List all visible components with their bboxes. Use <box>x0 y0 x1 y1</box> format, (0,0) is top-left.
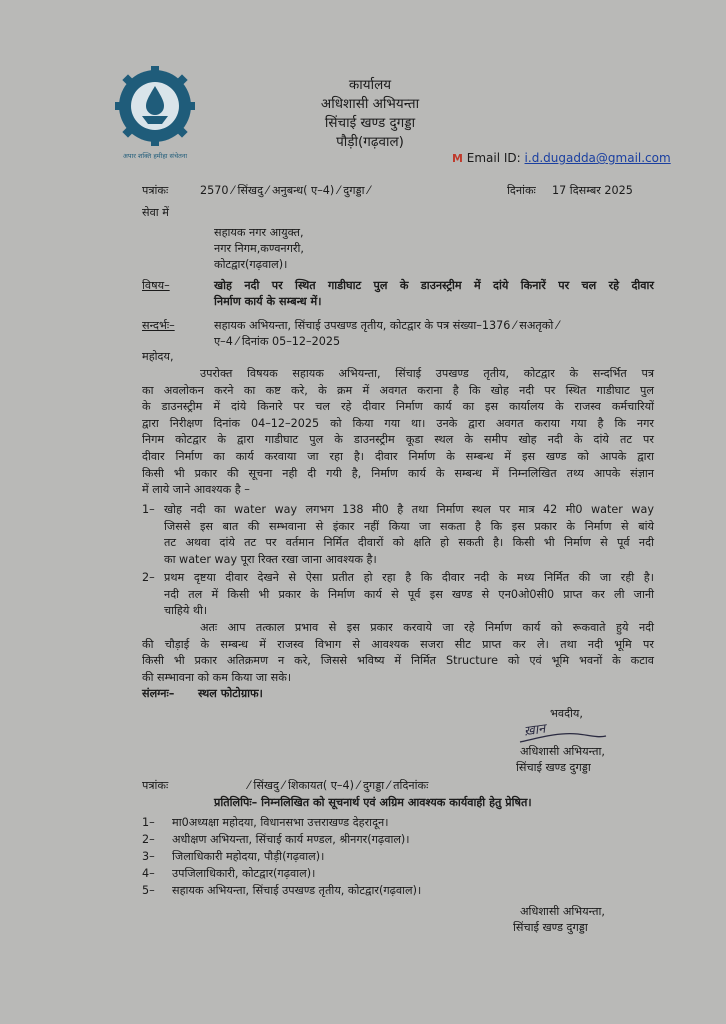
point-1 <box>164 502 654 568</box>
copy-signatory-title: अधिशासी अभियन्ता, <box>520 905 605 918</box>
date-label: दिनांकः <box>507 184 536 197</box>
subject-line-1: खोह नदी पर स्थित गाडीघाट पुल के डाउनस्ट्रीम में दांये किनारें पर चल रहे दीवार <box>214 279 654 292</box>
paragraph-1 <box>142 366 654 499</box>
paragraph-1-line: निगम कोटद्वार के द्वारा गाडीघाट पुल के डाउनस्ट्रीम कूडा स्थल के समीप खोह नदी के दांये तट पर <box>142 433 654 447</box>
copy-signatory-office: सिंचाई खण्ड दुगड्डा <box>513 921 588 934</box>
paragraph-2-line: अतः आप तत्काल प्रभाव से इस प्रकार करवाये जा रहे निर्माण कार्य को रूकवाते हुये नदी <box>200 621 654 634</box>
paragraph-2 <box>142 620 654 686</box>
point-2-line: प्रथम दृष्टया दीवार देखने से ऐसा प्रतीत हो रहा है कि दीवार नदी के मध्य निर्मित की जा रही है। <box>164 571 654 584</box>
paragraph-1-line: के डाउनस्ट्रीम में दांये किनारे पर चल रहे दीवार निर्माण कार्य का इस कार्यालय के राजस्व कर्मचारियों <box>142 400 654 414</box>
enclosure-label: संलग्नः– <box>142 687 175 700</box>
copy-heading: प्रतिलिपिः– निम्नलिखित को सूचनार्थ एवं अग्रिम आवश्यक कार्यवाही हेतु प्रेषित। <box>214 796 532 809</box>
reference-line-1: सहायक अभियन्ता, सिंचाई उपखण्ड तृतीय, कोटद्वार के पत्र संख्या–1376 ⁄ सअतृको ⁄ <box>214 319 559 332</box>
closing: भवदीय, <box>550 707 583 720</box>
mail-icon: M <box>452 152 463 165</box>
recipient-line-2: नगर निगम,कण्वनगरी, <box>214 242 304 255</box>
signature: ख़ान <box>523 721 547 740</box>
district-title: पौड़ी(गढ़वाल) <box>336 134 404 150</box>
paragraph-2-line: किसी भी प्रकार अतिक्रमण न करे, जिससे भविष्य में निर्मित Structure को एवं भूमि भवनों के कटाव <box>142 654 654 668</box>
ref-label: पत्रांकः <box>142 184 169 197</box>
email-link[interactable]: i.d.dugadda@gmail.com <box>524 151 671 165</box>
department-logo-icon <box>96 64 214 162</box>
copy-item: सहायक अभियन्ता, सिंचाई उपखण्ड तृतीय, कोटद्वार(गढ़वाल)। <box>172 884 422 897</box>
subject-line-2: निर्माण कार्य के सम्बन्ध में। <box>214 295 322 308</box>
reference-label: सन्दर्भः– <box>142 319 175 332</box>
copy-item: अधीक्षण अभियन्ता, सिंचाई कार्य मण्डल, श्रीनगर(गढ़वाल)। <box>172 833 410 846</box>
paragraph-1-line: में लाये जाने आवश्यक है – <box>142 483 250 497</box>
copy-ref-label: पत्रांकः <box>142 779 169 792</box>
point-2 <box>164 570 654 620</box>
point-2-line: चाहिये थी। <box>164 604 208 618</box>
paragraph-1-line: का अवलोकन करने का कष्ट करे, के क्रम में अवगत कराना है कि खोह नदी पर स्थित गाडीघाट पुल <box>142 383 654 397</box>
point-1-line: खोह नदी का water way लगभग 138 मी0 है तथा निर्माण स्थल पर मात्र 42 मी0 water way <box>164 503 654 516</box>
signatory-title: अधिशासी अभियन्ता, <box>520 745 605 758</box>
copy-item: जिलाधिकारी महोदया, पौड़ी(गढ़वाल)। <box>172 850 325 863</box>
recipient-line-3: कोटद्वार(गढ़वाल)। <box>214 258 288 271</box>
greeting: महोदय, <box>142 350 174 363</box>
copy-item-number: 5– <box>142 884 155 897</box>
copy-item: उपजिलाधिकारी, कोटद्वार(गढ़वाल)। <box>172 867 316 880</box>
point-2-line: नदी तल में किसी भी प्रकार के निर्माण कार्य से पूर्व इस खण्ड से एन0ओ0सी0 प्राप्त कर ली जानी <box>164 587 654 601</box>
recipient-line-1: सहायक नगर आयुक्त, <box>214 226 304 239</box>
ref-number: 2570 ⁄ सिंखदु ⁄ अनुबन्ध( ए–4) ⁄ दुगड्डा ⁄ <box>200 184 370 197</box>
paragraph-1-line: उपरोक्त विषयक सहायक अभियन्ता, सिंचाई उपखण्ड तृतीय, कोटद्वार के सन्दर्भित पत्र <box>200 367 654 380</box>
division-title: सिंचाई खण्ड दुगड्डा <box>324 115 416 131</box>
logo-motto: अपार शक्ति हमीहा संचेतना <box>122 152 188 160</box>
office-title: कार्यालय <box>348 77 392 93</box>
point-1-number: 1– <box>142 503 155 516</box>
point-1-line: जिससे इस बात की सम्भवाना से इंकार नहीं किया जा सकता है कि इस प्रकार के निर्माण से बांये <box>164 519 654 533</box>
copy-item-number: 4– <box>142 867 155 880</box>
paragraph-1-line: द्वारा निरीक्षण दिनांक 04–12–2025 को किया गया था। उनके द्वारा अवगत कराया गया है कि नगर <box>142 416 654 430</box>
paragraph-2-line: की चौड़ाई के सम्बन्ध में राजस्व विभाग से आवश्यक सजरा सीट प्राप्त कर ले। तथा नदी भूमि पर <box>142 637 654 651</box>
paragraph-2-line: की सम्भावना को कम किया जा सके। <box>142 670 292 684</box>
point-1-line: तट अथवा दांये तट पर वर्तमान निर्मित दीवारों को क्षति हो सकती है। किसी भी निर्माण से पूर्व नदी <box>164 536 654 550</box>
copy-item-number: 3– <box>142 850 155 863</box>
point-1-line: का water way पूरा रिक्त रखा जाना आवश्यक है। <box>164 552 377 566</box>
copy-item: मा0अध्यक्षा महोदया, विधानसभा उत्तराखण्ड देहरादून। <box>172 816 389 829</box>
point-2-number: 2– <box>142 571 155 584</box>
signatory-office: सिंचाई खण्ड दुगड्डा <box>516 761 591 774</box>
letter-date: 17 दिसम्बर 2025 <box>552 184 633 197</box>
paragraph-1-line: किसी भी प्रकार की सूचना नही दी गयी है, निर्माण कार्य के सम्बन्ध में निम्नलिखित तथ्य आपके संज्ञान <box>142 466 654 480</box>
salutation-to: सेवा में <box>142 206 169 219</box>
email-line <box>452 151 671 165</box>
enclosure-text: स्थल फोटोग्राफ। <box>198 687 263 700</box>
subject-label: विषय– <box>142 279 170 292</box>
email-label: Email ID: <box>466 151 521 165</box>
copy-item-number: 1– <box>142 816 155 829</box>
copy-ref-number: ⁄ सिंखदु ⁄ शिकायत( ए–4) ⁄ दुगड्डा ⁄ तदिनांकः <box>248 779 429 792</box>
paragraph-1-line: दीवार निर्माण का कार्य करवाया जा रहा है। दीवार निर्माण के सम्बन्ध में इस खण्ड को आपके द्वारा <box>142 449 654 463</box>
copy-item-number: 2– <box>142 833 155 846</box>
reference-line-2: ए–4 ⁄ दिनांक 05–12–2025 <box>214 335 341 348</box>
designation-title: अधिशासी अभियन्ता <box>320 96 420 112</box>
